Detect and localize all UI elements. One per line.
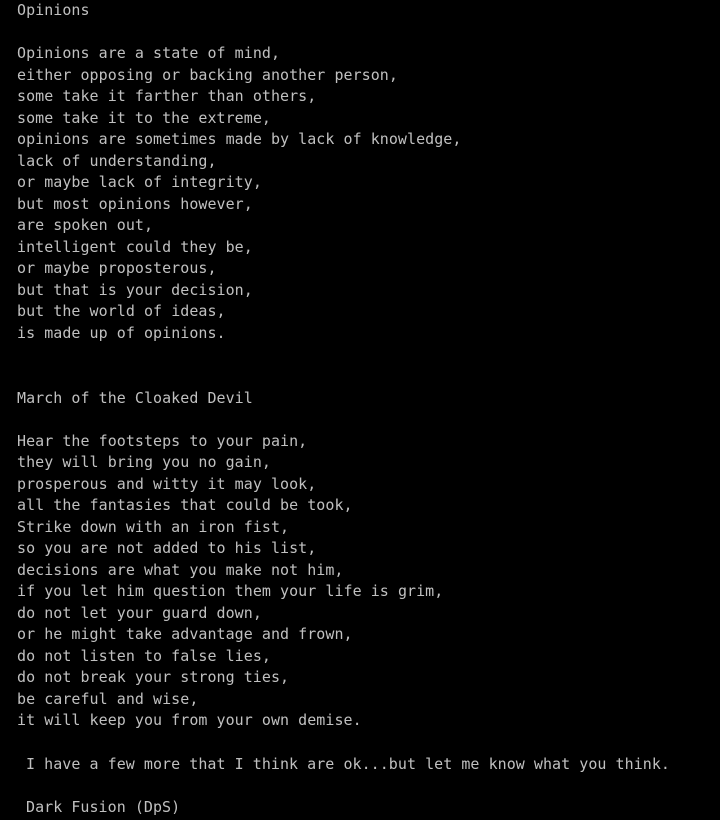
poem-line: is made up of opinions. <box>17 323 226 342</box>
poem-line: be careful and wise, <box>17 689 199 708</box>
poem-line: do not let your guard down, <box>17 603 262 622</box>
poem-line: so you are not added to his list, <box>17 539 317 557</box>
poem-line: but that is your decision, <box>17 280 253 299</box>
poem-line: or maybe proposterous, <box>17 259 217 277</box>
poem-line: Opinions are a state of mind, <box>17 44 281 62</box>
poem-line: all the fantasies that could be took, <box>17 496 353 514</box>
signature: Dark Fusion (DpS) <box>26 797 181 816</box>
poem-line: intelligent could they be, <box>17 237 253 256</box>
poem-title: March of the Cloaked Devil <box>17 388 253 407</box>
poem-line: either opposing or backing another person, <box>17 65 398 84</box>
poem-title: Opinions <box>17 1 90 19</box>
poem-line: it will keep you from your own demise. <box>17 711 362 729</box>
poem-line: Hear the footsteps to your pain, <box>17 431 308 450</box>
poem-line: some take it farther than others, <box>17 87 317 105</box>
poem-line: or maybe lack of integrity, <box>17 173 262 191</box>
poem-line: lack of understanding, <box>17 151 217 170</box>
poem-line: are spoken out, <box>17 216 154 234</box>
poem-line: but most opinions however, <box>17 194 253 213</box>
poem-line: decisions are what you make not him, <box>17 560 344 579</box>
poem-line: Strike down with an iron fist, <box>17 517 290 536</box>
poem-line: if you let him question them your life is grim, <box>17 582 444 600</box>
poem-line: some take it to the extreme, <box>17 108 271 127</box>
poem-line: prosperous and witty it may look, <box>17 474 317 493</box>
poem-line: or he might take advantage and frown, <box>17 625 353 643</box>
poem-line: do not listen to false lies, <box>17 646 271 665</box>
poem-line: they will bring you no gain, <box>17 453 271 471</box>
poem-line: but the world of ideas, <box>17 302 226 320</box>
poem-line: opinions are sometimes made by lack of knowledge, <box>17 130 462 148</box>
poem-line: do not break your strong ties, <box>17 668 290 686</box>
author-note: I have a few more that I think are ok...but let me know what you think. <box>26 754 670 773</box>
